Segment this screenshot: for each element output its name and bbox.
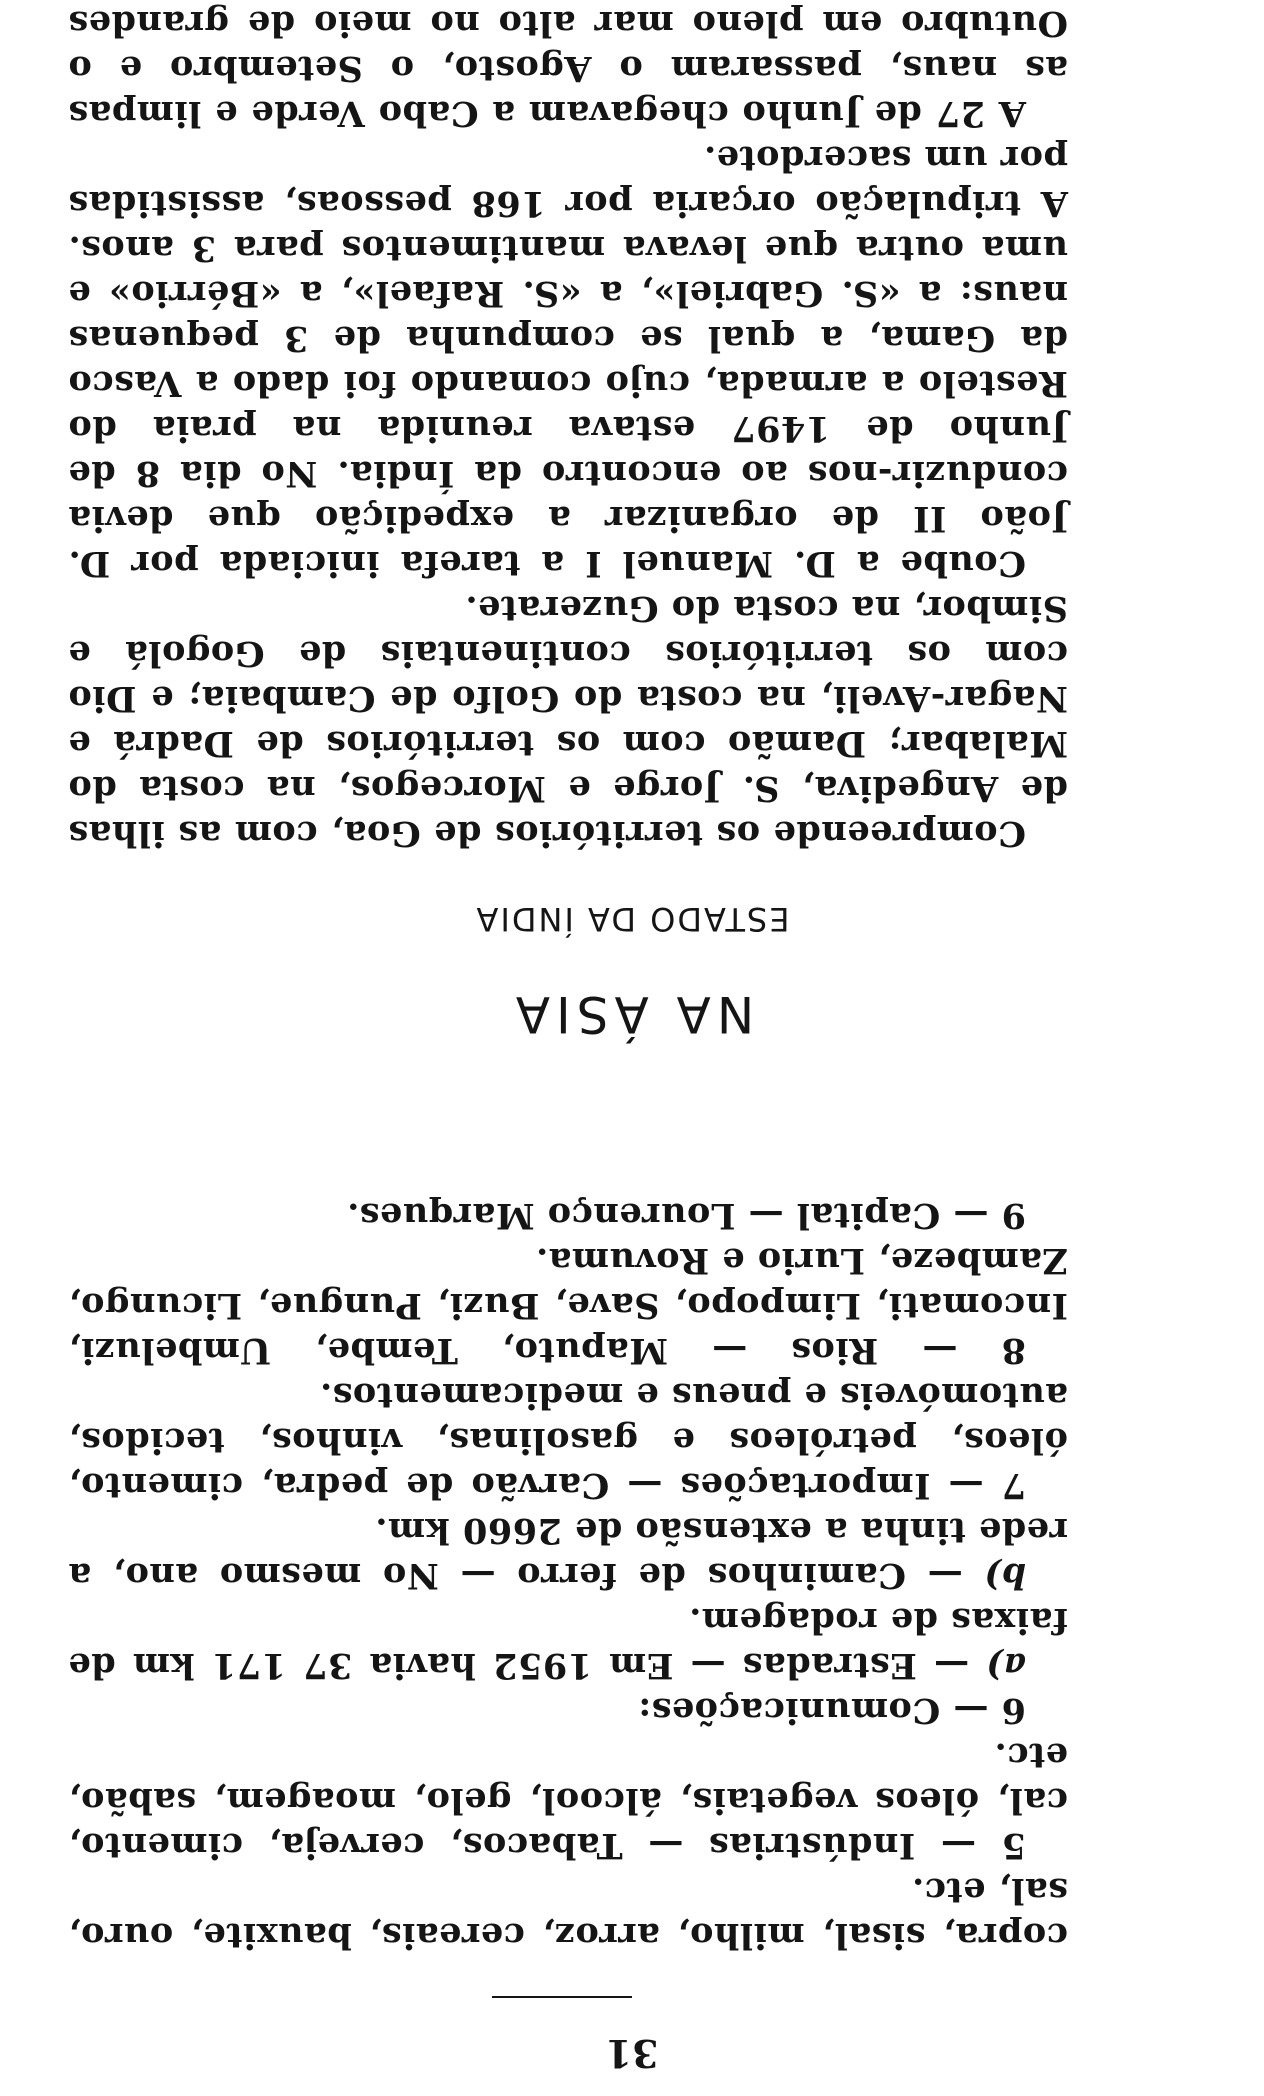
paragraph-railways	[68, 1508, 1068, 1598]
paragraph-capital: 9 — Capital — Lourenço Marques.	[346, 1195, 1026, 1236]
paragraph-roads	[68, 1598, 1068, 1688]
top-text-block	[68, 1193, 1068, 1958]
paragraph-territories: Compreende os territórios de Goa, com as ilhas de Angediva, S. Jorge e Morcegos, na costa do Malabar; Damão com os territórios de Dadrá e Nagar-Aveli, na costa do Golfo de Cambaia; e Dio com os territórios continentais de Gogolá e Simbor, na costa do Guzerate.	[68, 588, 1068, 854]
label-a: a)	[985, 1645, 1026, 1686]
paragraph-imports: 7 — Importações — Carvão de pedra, cimento, óleos, petróleos e gasolinas, vinhos, tecidos, automóveis e pneus e medicamentos.	[68, 1375, 1068, 1506]
label-b: b)	[983, 1555, 1026, 1596]
railways-text: — Caminhos de ferro — No mesmo ano, a rede tinha a extensão de 2660 km.	[68, 1510, 1068, 1596]
paragraph-products: copra, sisal, milho, arroz, cereais, bauxite, ouro, sal, etc.	[68, 1870, 1068, 1956]
paragraph-voyage: A 27 de Junho chegavam a Cabo Verde e limpas as naus, passaram o Agosto, o Setembro e o Outubro em pleno mar alto no meio de grandes	[68, 3, 1068, 134]
paragraph-communications: 6 — Comunicações:	[637, 1690, 1026, 1731]
paragraph-rivers: 8 — Rios — Maputo, Tembe, Umbeluzi, Incomati, Limpopo, Save, Buzi, Pungue, Licungo, Zambeze, Lurio e Rovuma.	[68, 1240, 1068, 1371]
roads-text: — Estradas — Em 1952 havia 37 171 km de faixas de rodagem.	[68, 1600, 1068, 1686]
subsection-title: ESTADO DA ÍNDIA	[474, 900, 790, 938]
separator-rule	[492, 1996, 632, 1998]
bottom-text-block	[68, 0, 1068, 856]
paragraph-expedition: Coube a D. Manuel I a tarefa iniciada por D. João II de organizar a expedição que devia conduzir-nos ao encontro da Índia. No dia 8 de Junho de 1497 estava reunida na praia do Restelo a armada, cujo comando foi dado a Vasco da Gama, a qual se compunha de 3 pequenas naus: a «S. Gabriel», a «S. Rafael», a «Bérrio» e uma outra que levava mantimentos para 3 anos. A tripulação orçaria por 168 pessoas, assistidas por um sacerdote.	[68, 138, 1068, 584]
page-number: 31	[605, 2031, 659, 2076]
section-title: NA ÁSIA	[509, 985, 755, 1043]
paragraph-industries: 5 — Indústrias — Tabacos, cerveja, cimento, cal, óleos vegetais, álcool, gelo, moagem, sabão, etc.	[68, 1735, 1068, 1866]
